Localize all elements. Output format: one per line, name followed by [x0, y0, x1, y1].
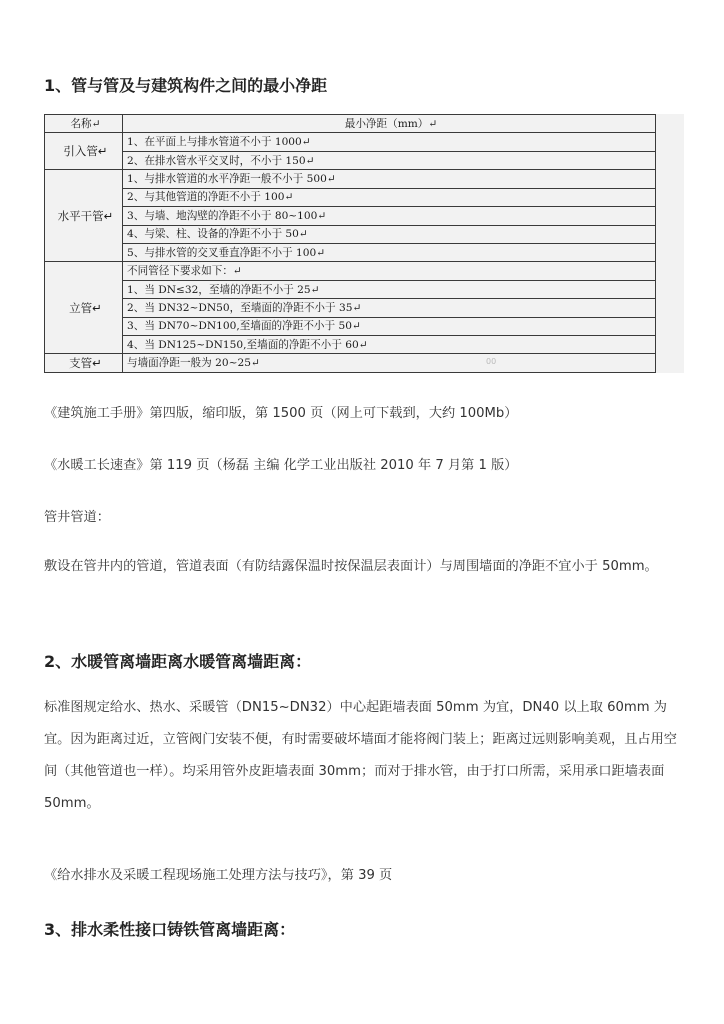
table-cell: 4、当 DN125~DN150,至墙面的净距不小于 60↵: [123, 336, 656, 354]
section-heading-1: 1、管与管及与建筑构件之间的最小净距: [44, 76, 328, 95]
table-row: [45, 280, 656, 298]
table-cell: 2、与其他管道的净距不小于 100↵: [123, 188, 656, 206]
section-heading-3: 3、排水柔性接口铸铁管离墙距离：: [44, 920, 296, 939]
table-header-row: [45, 115, 656, 133]
table-group-name: 引入管↵: [45, 133, 123, 170]
faint-watermark-mark: 00: [486, 357, 497, 366]
table-row: [45, 299, 656, 317]
table-row: [45, 262, 656, 280]
table-cell: 1、与排水管道的水平净距一般不小于 500↵: [123, 170, 656, 188]
table-cell: 与墙面净距一般为 20~25↵: [123, 354, 656, 373]
table-row: [45, 317, 656, 335]
table-cell: 5、与排水管的交叉垂直净距不小于 100↵: [123, 243, 656, 261]
table-group-name: 水平干管↵: [45, 170, 123, 262]
reference-3: 《给水排水及采暖工程现场施工处理方法与技巧》，第 39 页: [44, 868, 393, 883]
reference-2: 《水暖工长速查》第 119 页（杨磊 主编 化学工业出版社 2010 年 7 月第 1 版）: [44, 458, 518, 473]
table-group-name: 立管↵: [45, 262, 123, 354]
table-row: [45, 336, 656, 354]
table-header-name: 名称↵: [45, 115, 123, 133]
table-cell: 2、在排水管水平交叉时，不小于 150↵: [123, 151, 656, 169]
section-heading-2: 2、水暖管离墙距离水暖管离墙距离：: [44, 652, 312, 671]
table-row: [45, 225, 656, 243]
table-row: [45, 354, 656, 373]
table-cell: 不同管径下要求如下：↵: [123, 262, 656, 280]
table-cell: 1、在平面上与排水管道不小于 1000↵: [123, 133, 656, 151]
table-row: [45, 151, 656, 169]
table-cell: 2、当 DN32~DN50，至墙面的净距不小于 35↵: [123, 299, 656, 317]
shaft-paragraph: 敷设在管井内的管道，管道表面（有防结露保温时按保温层表面计）与周围墙面的净距不宜小于 50mm。: [44, 559, 658, 574]
table-group-name: 支管↵: [45, 354, 123, 373]
table-row: [45, 133, 656, 151]
clearance-table: [44, 114, 656, 373]
table-row: [45, 188, 656, 206]
table-row: [45, 243, 656, 261]
table-cell: 1、当 DN≤32，至墙的净距不小于 25↵: [123, 280, 656, 298]
shaft-label: 管井管道：: [44, 510, 110, 525]
table-row: [45, 170, 656, 188]
standard-paragraph: 标准图规定给水、热水、采暖管（DN15~DN32）中心起距墙表面 50mm 为宜，DN40 以上取 60mm 为宜。因为距离过近，立管阀门安装不便，有时需要破坏墙面才能将阀门装上；距离过远则影响美观，且占用空间（其他管道也一样）。均采用管外皮距墙表面 30mm；而对于排水管，由于打口所需，采用承口距墙表面 50mm。: [44, 700, 677, 811]
clearance-table-image: [44, 114, 684, 373]
table-cell: 3、当 DN70~DN100,至墙面的净距不小于 50↵: [123, 317, 656, 335]
table-cell: 3、与墙、地沟壁的净距不小于 80~100↵: [123, 207, 656, 225]
table-cell: 4、与梁、柱、设备的净距不小于 50↵: [123, 225, 656, 243]
table-header-value: 最小净距（mm）↵: [123, 115, 656, 133]
table-row: [45, 207, 656, 225]
reference-1: 《建筑施工手册》第四版，缩印版，第 1500 页（网上可下载到，大约 100Mb）: [44, 406, 518, 421]
